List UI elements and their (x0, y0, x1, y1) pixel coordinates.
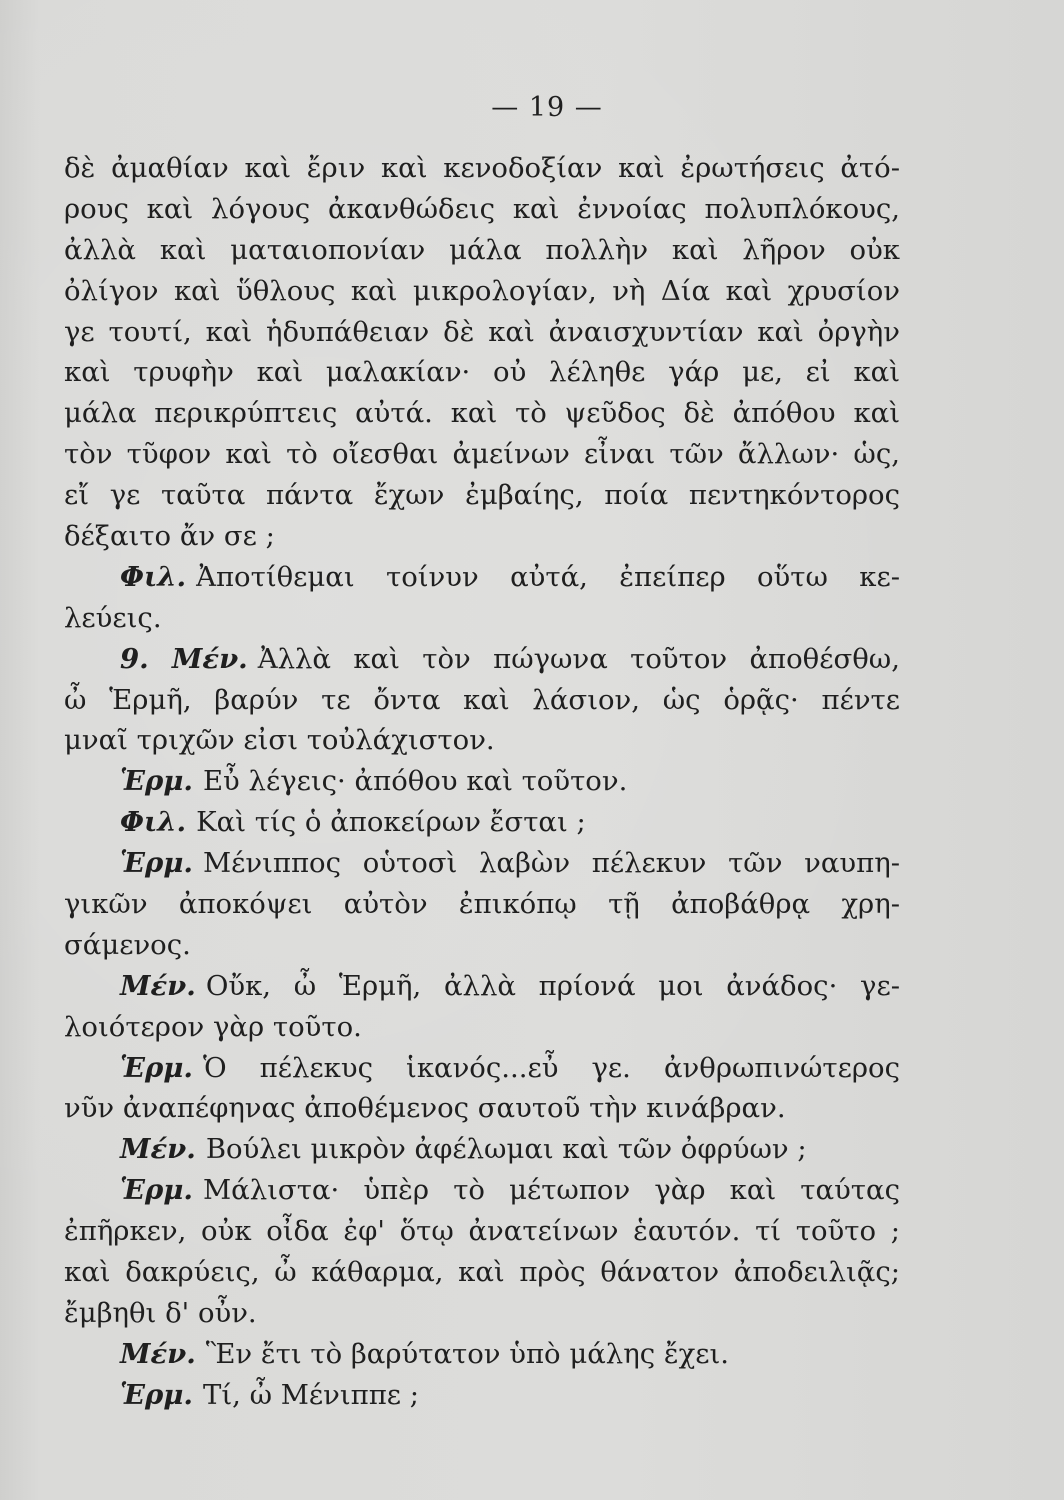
text-line (64, 1252, 900, 1293)
text-line (64, 1170, 900, 1211)
text-line (64, 966, 900, 1007)
line-text: Ἓν ἔτι τὸ βαρύτατον ὑπὸ μάλης ἔχει. (205, 1337, 730, 1370)
speaker-label: 9. Μέν. (120, 642, 248, 675)
line-text: ρους καὶ λόγους ἀκανθώδεις καὶ ἐννοίας πολυπλόκους, (64, 192, 900, 225)
speaker-label: Ἑρμ. (120, 1174, 193, 1207)
text-line (64, 925, 900, 966)
text-line (64, 1211, 900, 1252)
speaker-label: Ἑρμ. (120, 765, 193, 798)
line-text: μναῖ τριχῶν εἰσι τοὐλάχιστον. (64, 724, 495, 757)
line-text: νῦν ἀναπέφηνας ἀποθέμενος σαυτοῦ τὴν κινάβραν. (64, 1092, 786, 1125)
text-line (64, 1293, 900, 1334)
text-line (64, 475, 900, 516)
text-line (64, 1088, 900, 1129)
text-line (64, 1375, 900, 1416)
line-text: ἀλλὰ καὶ ματαιοπονίαν μάλα πολλὴν καὶ λῆρον οὐκ (64, 233, 900, 266)
line-text: Οὔκ, ὦ Ἑρμῆ, ἀλλὰ πρίονά μοι ἀνάδος· γε- (205, 969, 900, 1002)
line-text: καὶ δακρύεις, ὦ κάθαρμα, καὶ πρὸς θάνατον ἀποδειλιᾷς; (64, 1256, 900, 1289)
speaker-label: Ἑρμ. (120, 1051, 193, 1084)
line-text: γικῶν ἀποκόψει αὐτὸν ἐπικόπῳ τῇ ἀποβάθρᾳ χρη- (64, 888, 900, 921)
line-text: Ἀποτίθεμαι τοίνυν αὐτά, ἐπείπερ οὕτω κε- (196, 560, 900, 593)
text-line (64, 1007, 900, 1048)
text-line (64, 884, 900, 925)
page-number: — 19 — (491, 92, 603, 123)
line-text: λεύεις. (64, 601, 162, 634)
speaker-label: Φιλ. (120, 560, 187, 593)
text-line (64, 1048, 900, 1089)
text-line (64, 312, 900, 353)
text-line (64, 761, 900, 802)
text-line (64, 352, 900, 393)
speaker-label: Μέν. (120, 1133, 196, 1166)
line-text: ὀλίγον καὶ ὕθλους καὶ μικρολογίαν, νὴ Δία καὶ χρυσίον (64, 274, 900, 307)
speaker-label: Μέν. (120, 1337, 196, 1370)
line-text: Ἀλλὰ καὶ τὸν πώγωνα τοῦτον ἀποθέσθω, (257, 642, 900, 675)
line-text: εἴ γε ταῦτα πάντα ἔχων ἐμβαίης, ποία πεντηκόντορος (64, 479, 900, 512)
text-line (64, 271, 900, 312)
text-body (64, 148, 900, 1416)
line-text: σάμενος. (64, 928, 191, 961)
line-text: ἔμβηθι δ' οὖν. (64, 1296, 257, 1329)
line-text: Μάλιστα· ὑπὲρ τὸ μέτωπον γὰρ καὶ ταύτας (202, 1174, 900, 1207)
text-line (64, 434, 900, 475)
line-text: Μένιππος οὑτοσὶ λαβὼν πέλεκυν τῶν ναυπη- (202, 847, 900, 880)
text-line (64, 598, 900, 639)
text-line (64, 516, 900, 557)
speaker-label: Ἑρμ. (120, 1378, 193, 1411)
line-text: Βούλει μικρὸν ἀφέλωμαι καὶ τῶν ὀφρύων ; (205, 1133, 807, 1166)
text-line (64, 393, 900, 434)
line-text: δὲ ἀμαθίαν καὶ ἔριν καὶ κενοδοξίαν καὶ ἐρωτήσεις ἀτό- (64, 152, 900, 184)
text-line (64, 1334, 900, 1375)
text-line (64, 557, 900, 598)
text-line (64, 189, 900, 230)
line-text: καὶ τρυφὴν καὶ μαλακίαν· οὐ λέληθε γάρ με, εἰ καὶ (64, 356, 900, 389)
text-line (64, 230, 900, 271)
speaker-label: Μέν. (120, 969, 196, 1002)
speaker-label: Φιλ. (120, 806, 187, 839)
line-text: ὦ Ἑρμῆ, βαρύν τε ὄντα καὶ λάσιον, ὡς ὁρᾷς· πέντε (64, 683, 900, 716)
text-line (64, 802, 900, 843)
text-line (64, 148, 900, 189)
text-line (64, 843, 900, 884)
line-text: ἐπῆρκεν, οὐκ οἶδα ἐφ' ὅτῳ ἀνατείνων ἑαυτόν. τί τοῦτο ; (64, 1215, 900, 1248)
line-text: τὸν τῦφον καὶ τὸ οἴεσθαι ἀμείνων εἶναι τῶν ἄλλων· ὡς, (64, 438, 900, 471)
text-line (64, 639, 900, 680)
speaker-label: Ἑρμ. (120, 847, 193, 880)
line-text: Καὶ τίς ὁ ἀποκείρων ἔσται ; (196, 806, 586, 839)
line-text: Τί, ὦ Μένιππε ; (202, 1378, 420, 1411)
line-text: Ὁ πέλεκυς ἱκανός...εὖ γε. ἀνθρωπινώτερος (202, 1051, 900, 1084)
line-text: δέξαιτο ἄν σε ; (64, 520, 275, 553)
text-line (64, 720, 900, 761)
line-text: γε τουτί, καὶ ἡδυπάθειαν δὲ καὶ ἀναισχυντίαν καὶ ὀργὴν (64, 315, 900, 348)
line-text: Εὖ λέγεις· ἀπόθου καὶ τοῦτον. (202, 765, 628, 798)
line-text: μάλα περικρύπτεις αὐτά. καὶ τὸ ψεῦδος δὲ ἀπόθου καὶ (64, 397, 900, 430)
line-text: λοιότερον γὰρ τοῦτο. (64, 1010, 362, 1043)
text-line (64, 1129, 900, 1170)
text-line (64, 680, 900, 721)
